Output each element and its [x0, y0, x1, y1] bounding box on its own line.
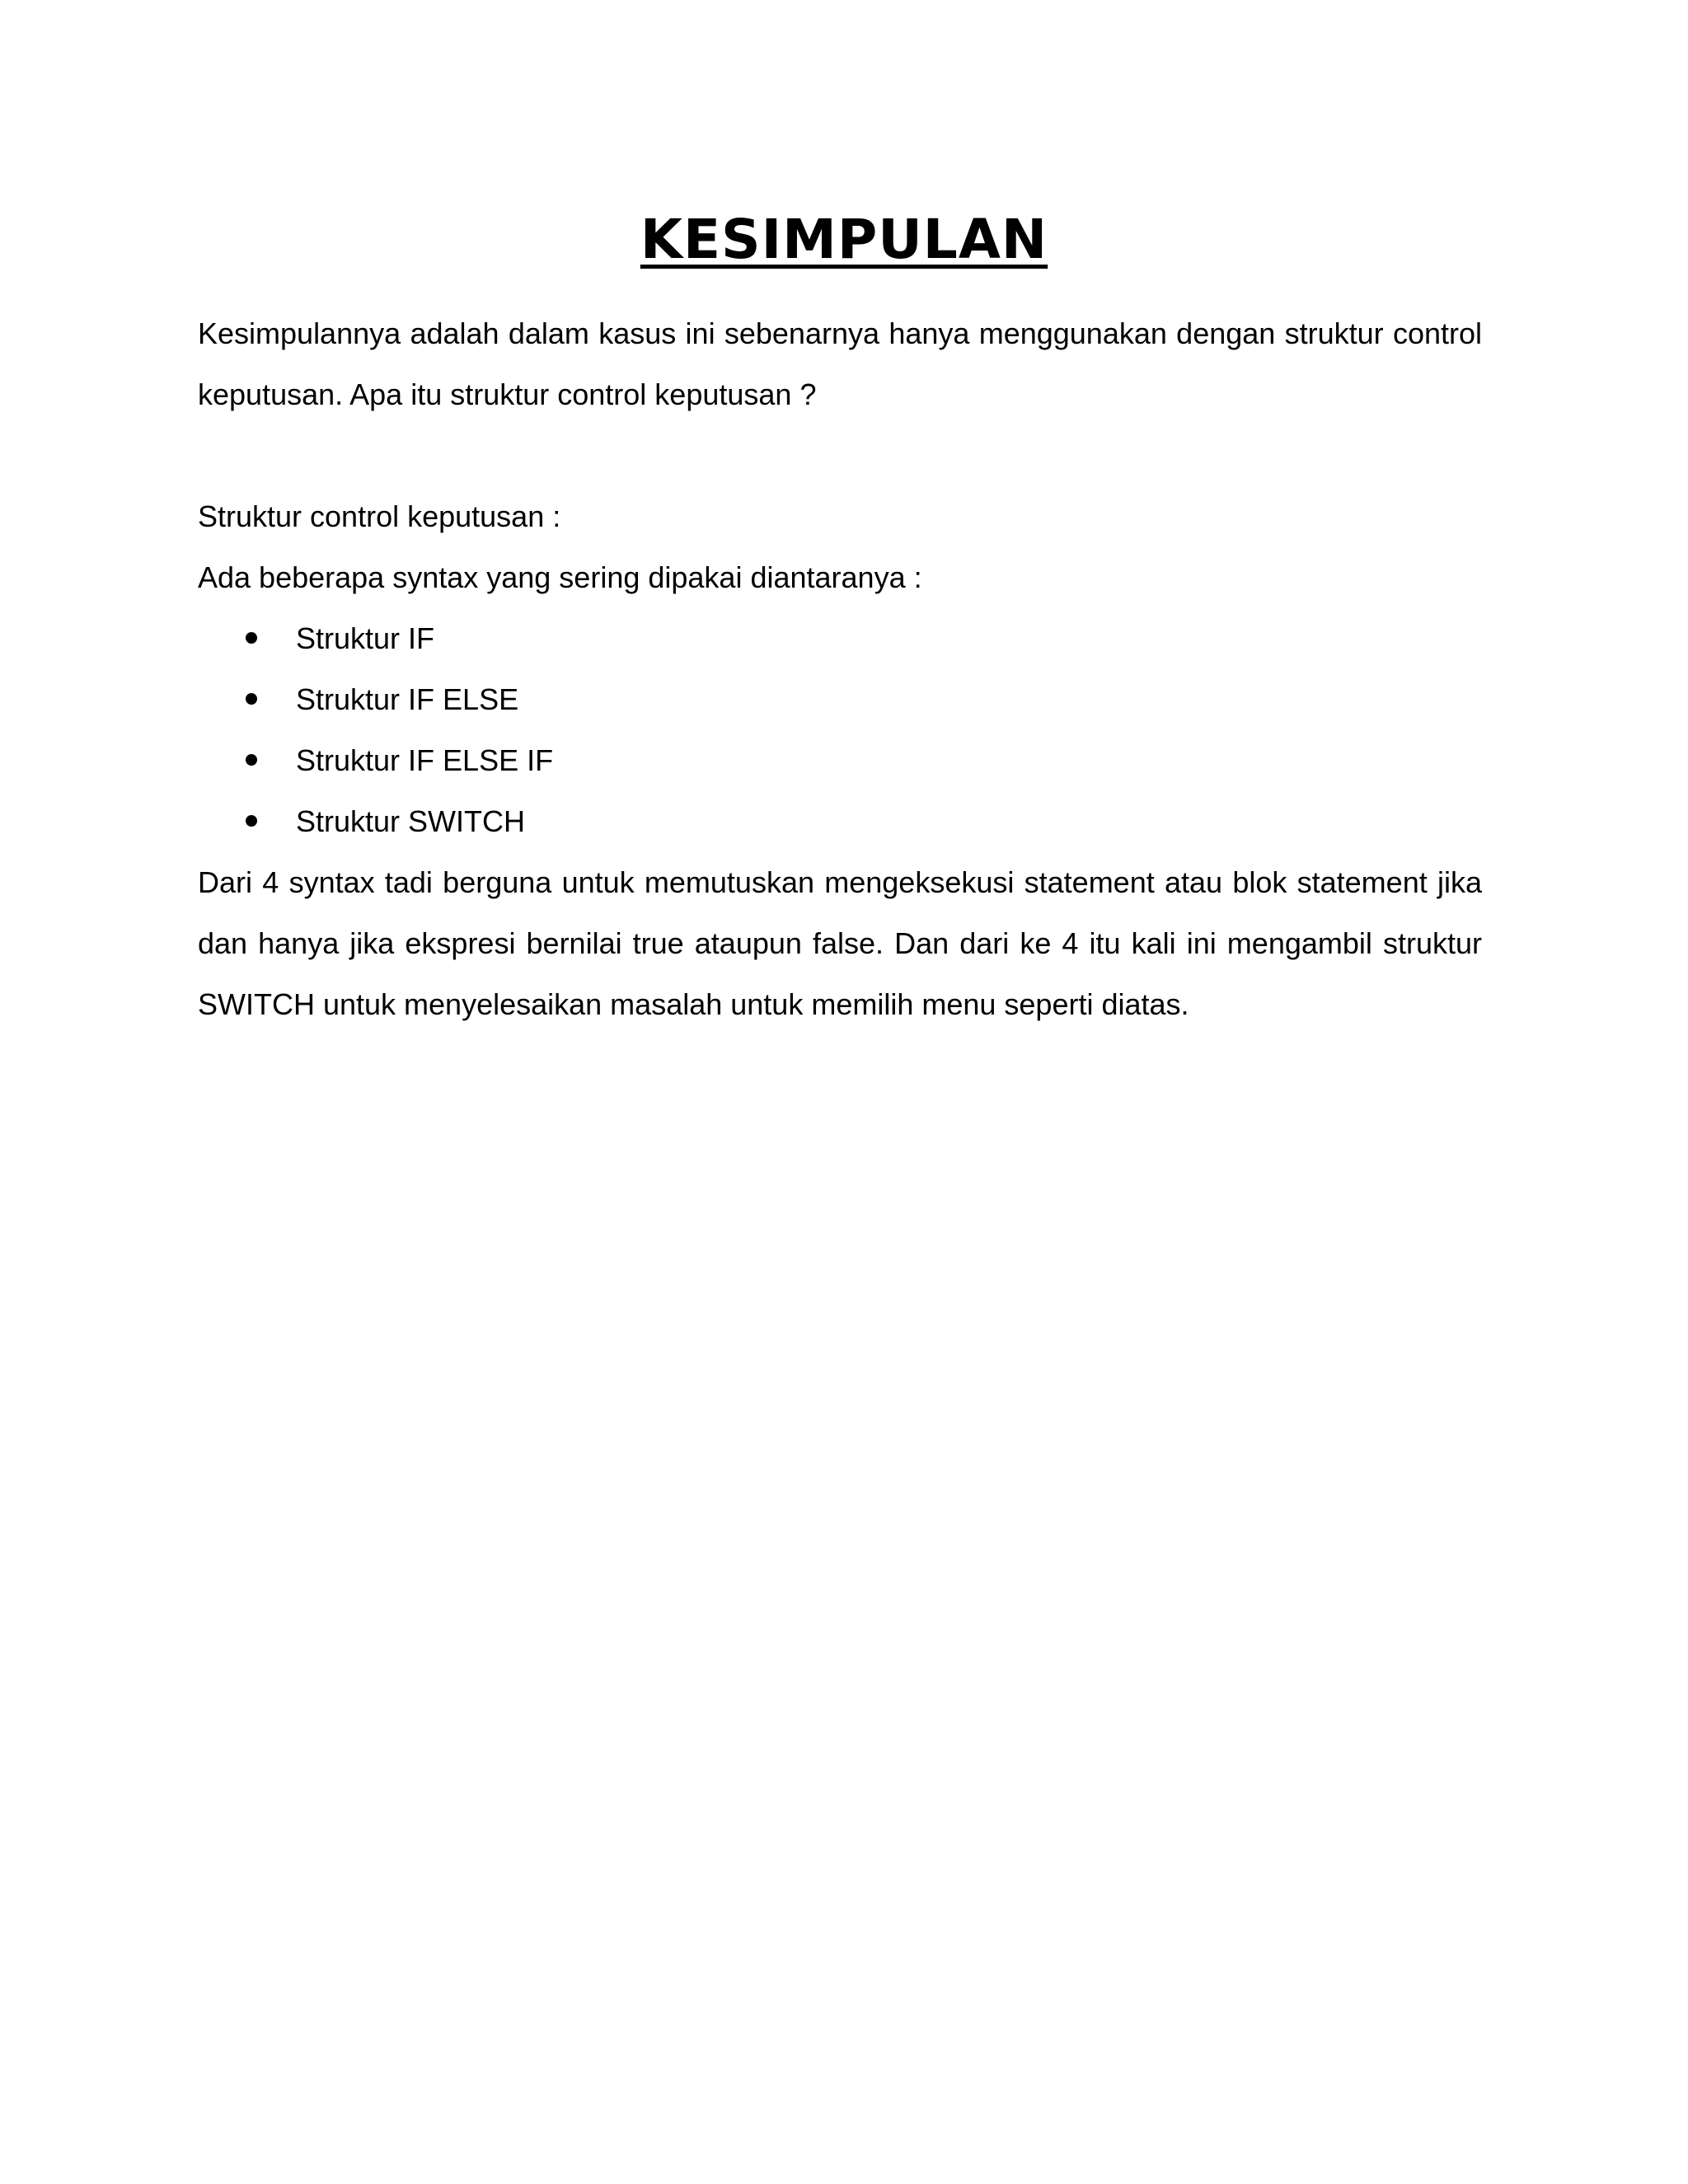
- list-item-label: Struktur IF: [296, 621, 435, 655]
- list-item: [198, 730, 1482, 791]
- list-item: [198, 791, 1482, 852]
- section-heading: Struktur control keputusan :: [198, 499, 561, 533]
- intro-paragraph: Kesimpulannya adalah dalam kasus ini sebenarnya hanya menggunakan dengan struktur control keputusan. Apa itu struktur control keputusan ?: [198, 316, 1482, 411]
- document-body: [198, 303, 1482, 1035]
- page-title-text: KESIMPULAN: [640, 208, 1048, 271]
- bullet-icon: [246, 693, 257, 705]
- conclusion-paragraph: Dari 4 syntax tadi berguna untuk memutuskan mengeksekusi statement atau blok statement jika dan hanya jika ekspresi bernilai true ataupun false. Dan dari ke 4 itu kali ini mengambil struktur SWITCH untuk menyelesaikan masalah untuk memilih menu seperti diatas.: [198, 865, 1482, 1021]
- list-intro: Ada beberapa syntax yang sering dipakai diantaranya :: [198, 560, 922, 594]
- list-item: [198, 669, 1482, 730]
- paragraph-spacer: [198, 425, 1482, 486]
- list-item: [198, 608, 1482, 669]
- bullet-icon: [246, 815, 257, 827]
- bullet-icon: [246, 754, 257, 766]
- list-item-label: Struktur IF ELSE IF: [296, 743, 554, 777]
- page-title: [0, 203, 1688, 277]
- syntax-list: [198, 608, 1482, 852]
- list-item-label: Struktur IF ELSE: [296, 682, 519, 716]
- bullet-icon: [246, 632, 257, 644]
- list-item-label: Struktur SWITCH: [296, 804, 526, 838]
